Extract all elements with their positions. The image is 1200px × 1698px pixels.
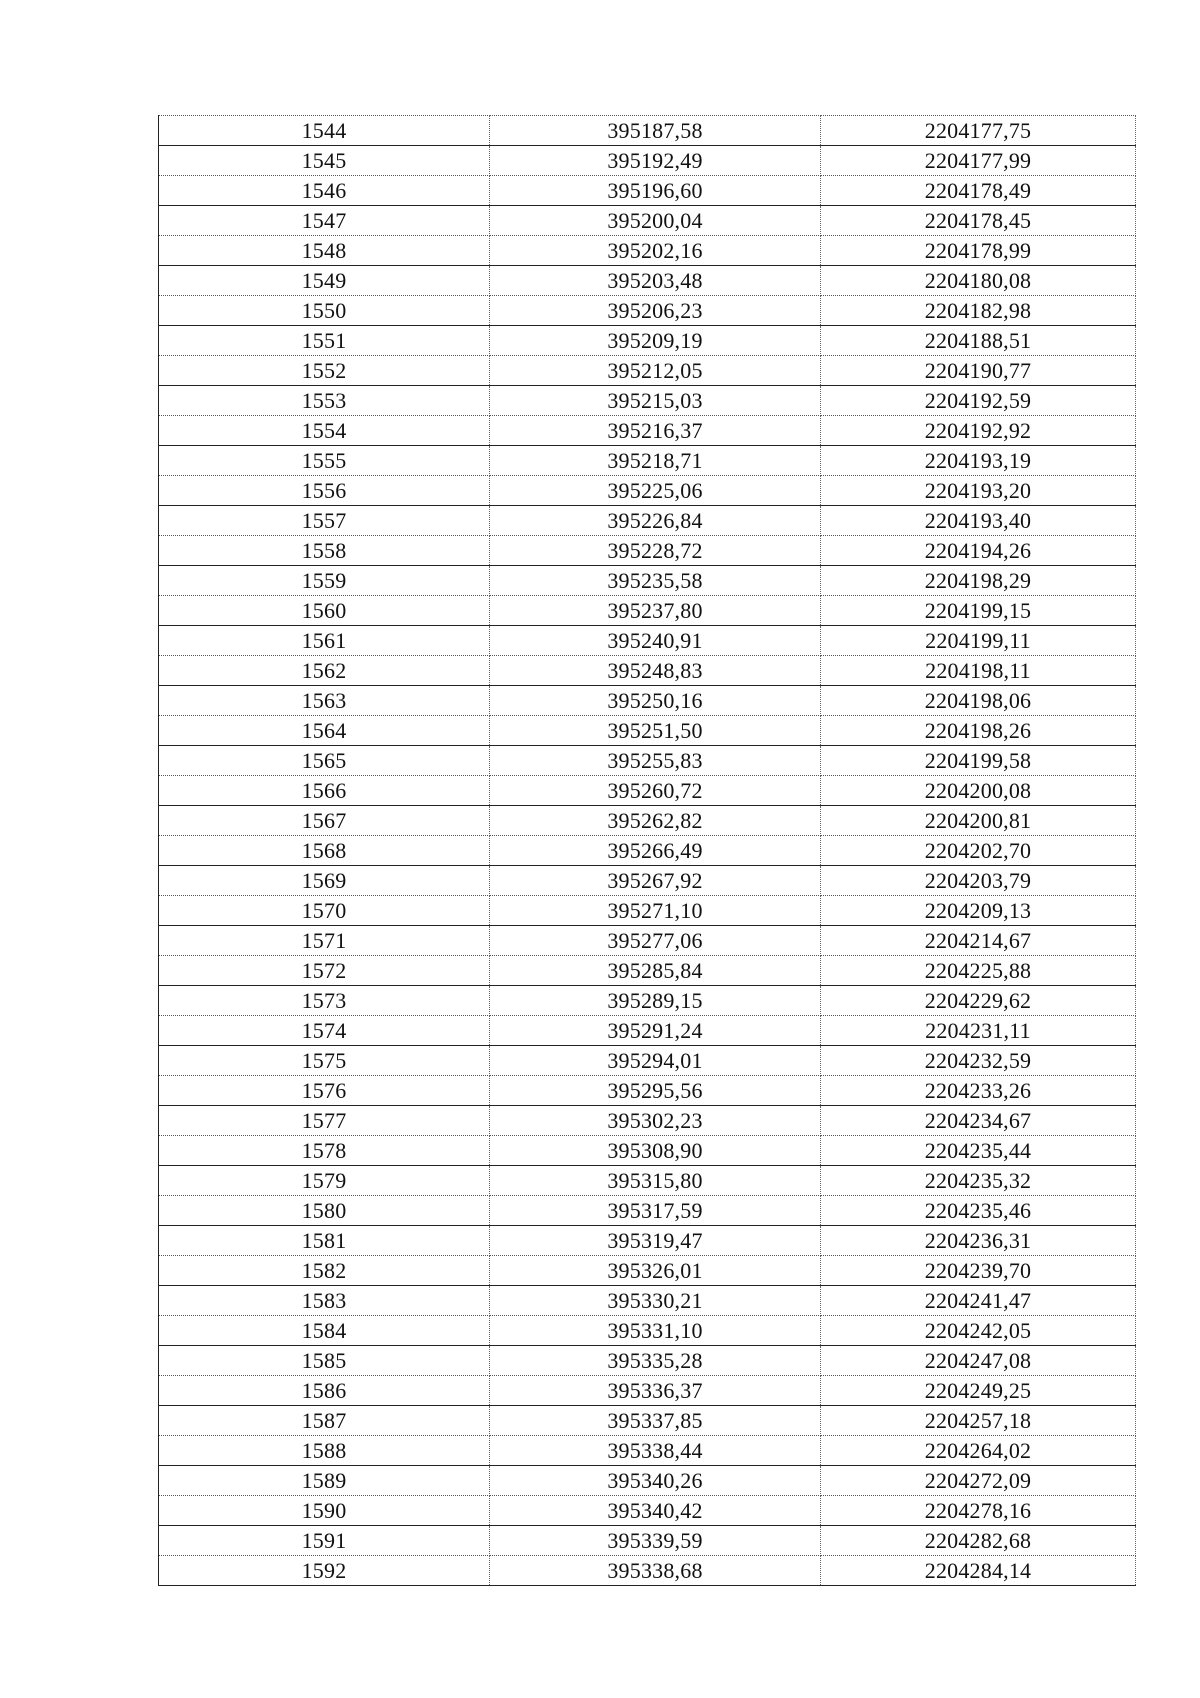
point-number-cell: 1569 [159, 866, 490, 896]
table-row [159, 1166, 1136, 1196]
y-coordinate-cell: 2204177,99 [821, 146, 1136, 176]
x-coordinate-cell: 395206,23 [490, 296, 821, 326]
y-coordinate-cell: 2204178,49 [821, 176, 1136, 206]
y-coordinate-cell: 2204193,20 [821, 476, 1136, 506]
table-row [159, 806, 1136, 836]
y-coordinate-cell: 2204231,11 [821, 1016, 1136, 1046]
table-row [159, 1136, 1136, 1166]
y-coordinate-cell: 2204178,45 [821, 206, 1136, 236]
x-coordinate-cell: 395209,19 [490, 326, 821, 356]
table-row [159, 836, 1136, 866]
table-row [159, 716, 1136, 746]
table-row [159, 1526, 1136, 1556]
y-coordinate-cell: 2204182,98 [821, 296, 1136, 326]
y-coordinate-cell: 2204209,13 [821, 896, 1136, 926]
point-number-cell: 1581 [159, 1226, 490, 1256]
table-row [159, 866, 1136, 896]
x-coordinate-cell: 395330,21 [490, 1286, 821, 1316]
table-row [159, 116, 1136, 146]
y-coordinate-cell: 2204194,26 [821, 536, 1136, 566]
table-row [159, 1496, 1136, 1526]
x-coordinate-cell: 395295,56 [490, 1076, 821, 1106]
x-coordinate-cell: 395250,16 [490, 686, 821, 716]
table-row [159, 956, 1136, 986]
x-coordinate-cell: 395196,60 [490, 176, 821, 206]
x-coordinate-cell: 395291,24 [490, 1016, 821, 1046]
x-coordinate-cell: 395260,72 [490, 776, 821, 806]
x-coordinate-cell: 395215,03 [490, 386, 821, 416]
x-coordinate-cell: 395226,84 [490, 506, 821, 536]
point-number-cell: 1565 [159, 746, 490, 776]
y-coordinate-cell: 2204282,68 [821, 1526, 1136, 1556]
y-coordinate-cell: 2204235,32 [821, 1166, 1136, 1196]
table-row [159, 416, 1136, 446]
x-coordinate-cell: 395331,10 [490, 1316, 821, 1346]
point-number-cell: 1584 [159, 1316, 490, 1346]
x-coordinate-cell: 395267,92 [490, 866, 821, 896]
y-coordinate-cell: 2204198,06 [821, 686, 1136, 716]
table-row [159, 596, 1136, 626]
y-coordinate-cell: 2204198,26 [821, 716, 1136, 746]
point-number-cell: 1563 [159, 686, 490, 716]
x-coordinate-cell: 395319,47 [490, 1226, 821, 1256]
x-coordinate-cell: 395277,06 [490, 926, 821, 956]
y-coordinate-cell: 2204236,31 [821, 1226, 1136, 1256]
y-coordinate-cell: 2204198,11 [821, 656, 1136, 686]
point-number-cell: 1544 [159, 116, 490, 146]
point-number-cell: 1548 [159, 236, 490, 266]
table-row [159, 386, 1136, 416]
y-coordinate-cell: 2204198,29 [821, 566, 1136, 596]
point-number-cell: 1571 [159, 926, 490, 956]
x-coordinate-cell: 395187,58 [490, 116, 821, 146]
y-coordinate-cell: 2204278,16 [821, 1496, 1136, 1526]
x-coordinate-cell: 395308,90 [490, 1136, 821, 1166]
table-row [159, 146, 1136, 176]
table-row [159, 626, 1136, 656]
x-coordinate-cell: 395237,80 [490, 596, 821, 626]
point-number-cell: 1552 [159, 356, 490, 386]
point-number-cell: 1587 [159, 1406, 490, 1436]
point-number-cell: 1559 [159, 566, 490, 596]
table-row [159, 1016, 1136, 1046]
point-number-cell: 1575 [159, 1046, 490, 1076]
point-number-cell: 1555 [159, 446, 490, 476]
point-number-cell: 1558 [159, 536, 490, 566]
table-row [159, 176, 1136, 206]
table-row [159, 986, 1136, 1016]
x-coordinate-cell: 395248,83 [490, 656, 821, 686]
y-coordinate-cell: 2204239,70 [821, 1256, 1136, 1286]
x-coordinate-cell: 395251,50 [490, 716, 821, 746]
table-row [159, 236, 1136, 266]
point-number-cell: 1550 [159, 296, 490, 326]
point-number-cell: 1585 [159, 1346, 490, 1376]
point-number-cell: 1576 [159, 1076, 490, 1106]
coordinates-table-body [159, 116, 1136, 1586]
table-row [159, 1256, 1136, 1286]
x-coordinate-cell: 395202,16 [490, 236, 821, 266]
y-coordinate-cell: 2204229,62 [821, 986, 1136, 1016]
table-row [159, 536, 1136, 566]
point-number-cell: 1573 [159, 986, 490, 1016]
point-number-cell: 1579 [159, 1166, 490, 1196]
point-number-cell: 1545 [159, 146, 490, 176]
table-row [159, 1466, 1136, 1496]
x-coordinate-cell: 395289,15 [490, 986, 821, 1016]
x-coordinate-cell: 395203,48 [490, 266, 821, 296]
y-coordinate-cell: 2204180,08 [821, 266, 1136, 296]
y-coordinate-cell: 2204202,70 [821, 836, 1136, 866]
y-coordinate-cell: 2204177,75 [821, 116, 1136, 146]
x-coordinate-cell: 395262,82 [490, 806, 821, 836]
x-coordinate-cell: 395192,49 [490, 146, 821, 176]
x-coordinate-cell: 395339,59 [490, 1526, 821, 1556]
y-coordinate-cell: 2204234,67 [821, 1106, 1136, 1136]
x-coordinate-cell: 395338,44 [490, 1436, 821, 1466]
point-number-cell: 1561 [159, 626, 490, 656]
y-coordinate-cell: 2204214,67 [821, 926, 1136, 956]
y-coordinate-cell: 2204247,08 [821, 1346, 1136, 1376]
point-number-cell: 1570 [159, 896, 490, 926]
x-coordinate-cell: 395216,37 [490, 416, 821, 446]
point-number-cell: 1562 [159, 656, 490, 686]
y-coordinate-cell: 2204203,79 [821, 866, 1136, 896]
x-coordinate-cell: 395228,72 [490, 536, 821, 566]
y-coordinate-cell: 2204193,19 [821, 446, 1136, 476]
point-number-cell: 1568 [159, 836, 490, 866]
point-number-cell: 1583 [159, 1286, 490, 1316]
table-row [159, 746, 1136, 776]
x-coordinate-cell: 395337,85 [490, 1406, 821, 1436]
y-coordinate-cell: 2204192,59 [821, 386, 1136, 416]
table-row [159, 776, 1136, 806]
table-row [159, 266, 1136, 296]
y-coordinate-cell: 2204284,14 [821, 1556, 1136, 1586]
point-number-cell: 1589 [159, 1466, 490, 1496]
table-row [159, 1226, 1136, 1256]
table-row [159, 1436, 1136, 1466]
table-row [159, 506, 1136, 536]
point-number-cell: 1572 [159, 956, 490, 986]
x-coordinate-cell: 395225,06 [490, 476, 821, 506]
table-row [159, 1286, 1136, 1316]
x-coordinate-cell: 395340,26 [490, 1466, 821, 1496]
table-row [159, 926, 1136, 956]
x-coordinate-cell: 395200,04 [490, 206, 821, 236]
point-number-cell: 1551 [159, 326, 490, 356]
table-row [159, 1196, 1136, 1226]
table-row [159, 1406, 1136, 1436]
x-coordinate-cell: 395338,68 [490, 1556, 821, 1586]
y-coordinate-cell: 2204232,59 [821, 1046, 1136, 1076]
point-number-cell: 1547 [159, 206, 490, 236]
y-coordinate-cell: 2204199,15 [821, 596, 1136, 626]
y-coordinate-cell: 2204233,26 [821, 1076, 1136, 1106]
y-coordinate-cell: 2204272,09 [821, 1466, 1136, 1496]
point-number-cell: 1564 [159, 716, 490, 746]
table-row [159, 1316, 1136, 1346]
x-coordinate-cell: 395326,01 [490, 1256, 821, 1286]
point-number-cell: 1574 [159, 1016, 490, 1046]
point-number-cell: 1586 [159, 1376, 490, 1406]
x-coordinate-cell: 395315,80 [490, 1166, 821, 1196]
table-row [159, 296, 1136, 326]
y-coordinate-cell: 2204178,99 [821, 236, 1136, 266]
point-number-cell: 1591 [159, 1526, 490, 1556]
point-number-cell: 1549 [159, 266, 490, 296]
x-coordinate-cell: 395240,91 [490, 626, 821, 656]
table-row [159, 896, 1136, 926]
table-row [159, 326, 1136, 356]
x-coordinate-cell: 395235,58 [490, 566, 821, 596]
y-coordinate-cell: 2204192,92 [821, 416, 1136, 446]
y-coordinate-cell: 2204235,46 [821, 1196, 1136, 1226]
y-coordinate-cell: 2204199,58 [821, 746, 1136, 776]
y-coordinate-cell: 2204225,88 [821, 956, 1136, 986]
x-coordinate-cell: 395266,49 [490, 836, 821, 866]
point-number-cell: 1590 [159, 1496, 490, 1526]
point-number-cell: 1566 [159, 776, 490, 806]
y-coordinate-cell: 2204190,77 [821, 356, 1136, 386]
table-row [159, 476, 1136, 506]
point-number-cell: 1580 [159, 1196, 490, 1226]
y-coordinate-cell: 2204200,81 [821, 806, 1136, 836]
point-number-cell: 1578 [159, 1136, 490, 1166]
y-coordinate-cell: 2204264,02 [821, 1436, 1136, 1466]
coordinates-table [158, 115, 1136, 1586]
table-row [159, 1556, 1136, 1586]
x-coordinate-cell: 395285,84 [490, 956, 821, 986]
x-coordinate-cell: 395271,10 [490, 896, 821, 926]
x-coordinate-cell: 395335,28 [490, 1346, 821, 1376]
y-coordinate-cell: 2204193,40 [821, 506, 1136, 536]
point-number-cell: 1553 [159, 386, 490, 416]
point-number-cell: 1560 [159, 596, 490, 626]
table-row [159, 1376, 1136, 1406]
table-row [159, 1076, 1136, 1106]
point-number-cell: 1546 [159, 176, 490, 206]
table-row [159, 1346, 1136, 1376]
point-number-cell: 1588 [159, 1436, 490, 1466]
table-row [159, 1106, 1136, 1136]
x-coordinate-cell: 395212,05 [490, 356, 821, 386]
x-coordinate-cell: 395336,37 [490, 1376, 821, 1406]
table-row [159, 356, 1136, 386]
y-coordinate-cell: 2204199,11 [821, 626, 1136, 656]
point-number-cell: 1556 [159, 476, 490, 506]
point-number-cell: 1592 [159, 1556, 490, 1586]
x-coordinate-cell: 395255,83 [490, 746, 821, 776]
y-coordinate-cell: 2204242,05 [821, 1316, 1136, 1346]
table-row [159, 206, 1136, 236]
y-coordinate-cell: 2204257,18 [821, 1406, 1136, 1436]
table-row [159, 566, 1136, 596]
x-coordinate-cell: 395317,59 [490, 1196, 821, 1226]
y-coordinate-cell: 2204188,51 [821, 326, 1136, 356]
point-number-cell: 1577 [159, 1106, 490, 1136]
point-number-cell: 1567 [159, 806, 490, 836]
x-coordinate-cell: 395218,71 [490, 446, 821, 476]
table-row [159, 1046, 1136, 1076]
y-coordinate-cell: 2204241,47 [821, 1286, 1136, 1316]
x-coordinate-cell: 395302,23 [490, 1106, 821, 1136]
point-number-cell: 1582 [159, 1256, 490, 1286]
x-coordinate-cell: 395340,42 [490, 1496, 821, 1526]
y-coordinate-cell: 2204249,25 [821, 1376, 1136, 1406]
point-number-cell: 1554 [159, 416, 490, 446]
table-row [159, 446, 1136, 476]
point-number-cell: 1557 [159, 506, 490, 536]
y-coordinate-cell: 2204235,44 [821, 1136, 1136, 1166]
x-coordinate-cell: 395294,01 [490, 1046, 821, 1076]
table-row [159, 656, 1136, 686]
y-coordinate-cell: 2204200,08 [821, 776, 1136, 806]
table-row [159, 686, 1136, 716]
